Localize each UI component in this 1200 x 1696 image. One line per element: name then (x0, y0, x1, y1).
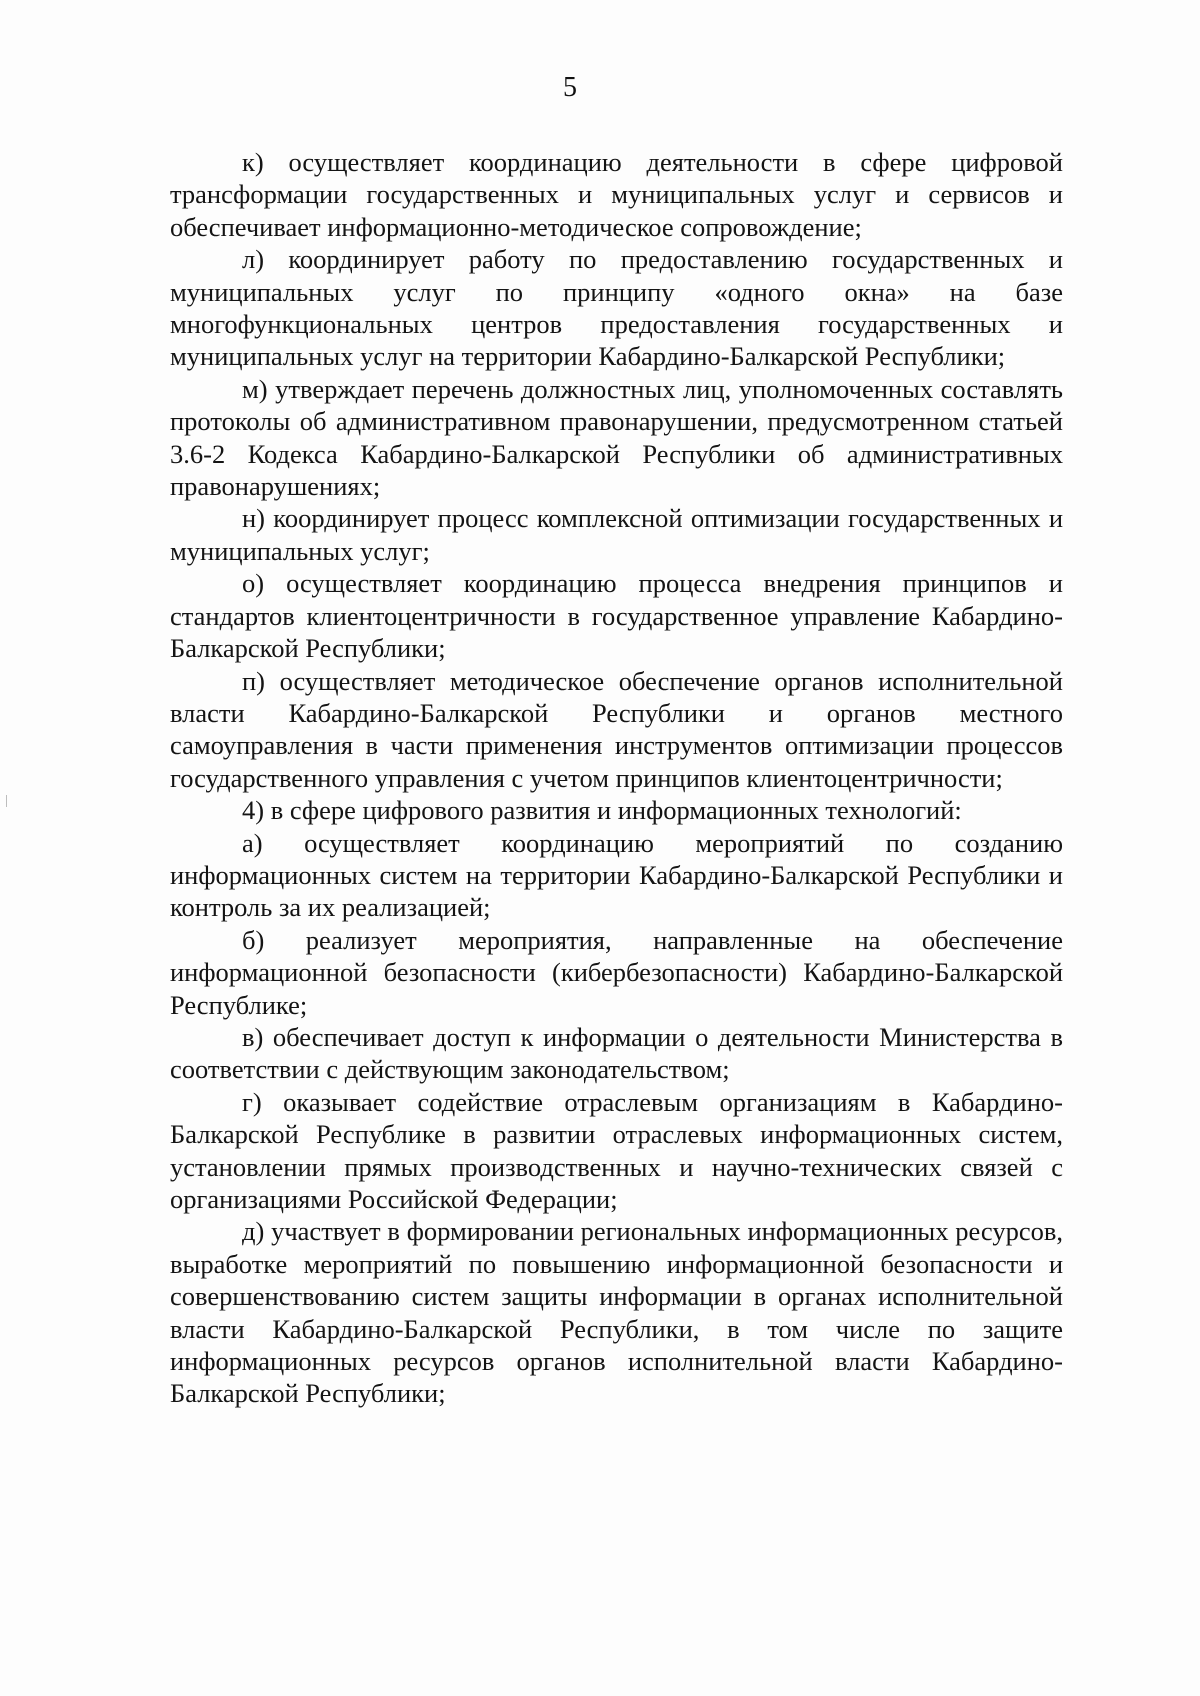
paragraph-l: л) координирует работу по предоставлению государственных и муниципальных услуг по принципу «одного окна» на базе многофункциональных центров предоставления государственных и муниципальных услуг на территории Кабардино-Балкарской Республики; (170, 244, 1063, 372)
paragraph-g: г) оказывает содействие отраслевым организациям в Кабардино-Балкарской Республике в развитии отраслевых информационных систем, установлении прямых производственных и научно-технических связей с организациями Российской Федерации; (170, 1086, 1063, 1214)
paragraph-d: д) участвует в формировании региональных информационных ресурсов, выработке мероприятий по повышению информационной безопасности и совершенствованию систем защиты информации в органах исполнительной власти Кабардино-Балкарской Республики, в том числе по защите информационных ресурсов органов исполнительной власти Кабардино-Балкарской Республики; (170, 1216, 1063, 1409)
paragraph-b: б) реализует мероприятия, направленные на обеспечение информационной безопасности (кибербезопасности) Кабардино-Балкарской Республике; (170, 924, 1063, 1020)
document-body (170, 146, 1063, 1410)
paragraph-k: к) осуществляет координацию деятельности в сфере цифровой трансформации государственных и муниципальных услуг и сервисов и обеспечивает информационно-методическое сопровождение; (170, 147, 1063, 242)
paragraph-v: в) обеспечивает доступ к информации о деятельности Министерства в соответствии с действующим законодательством; (170, 1021, 1063, 1085)
paragraph-p: п) осуществляет методическое обеспечение органов исполнительной власти Кабардино-Балкарской Республики и органов местного самоуправления в части применения инструментов оптимизации процессов государственного управления с учетом принципов клиентоцентричности; (170, 665, 1063, 793)
page-number: 5 (563, 72, 577, 103)
paragraph-a: а) осуществляет координацию мероприятий по созданию информационных систем на территории Кабардино-Балкарской Республики и контроль за их реализацией; (170, 827, 1063, 923)
paragraph-o: о) осуществляет координацию процесса внедрения принципов и стандартов клиентоцентричности в государственное управление Кабардино-Балкарской Республики; (170, 568, 1063, 664)
paragraph-n: н) координирует процесс комплексной оптимизации государственных и муниципальных услуг; (170, 503, 1063, 566)
paragraph-m: м) утверждает перечень должностных лиц, уполномоченных составлять протоколы об административном правонарушении, предусмотренном статьей 3.6-2 Кодекса Кабардино-Балкарской Республики об административных правонарушениях; (170, 373, 1063, 502)
section-heading-4: 4) в сфере цифрового развития и информационных технологий: (242, 795, 962, 826)
scan-margin-mark (6, 795, 7, 807)
